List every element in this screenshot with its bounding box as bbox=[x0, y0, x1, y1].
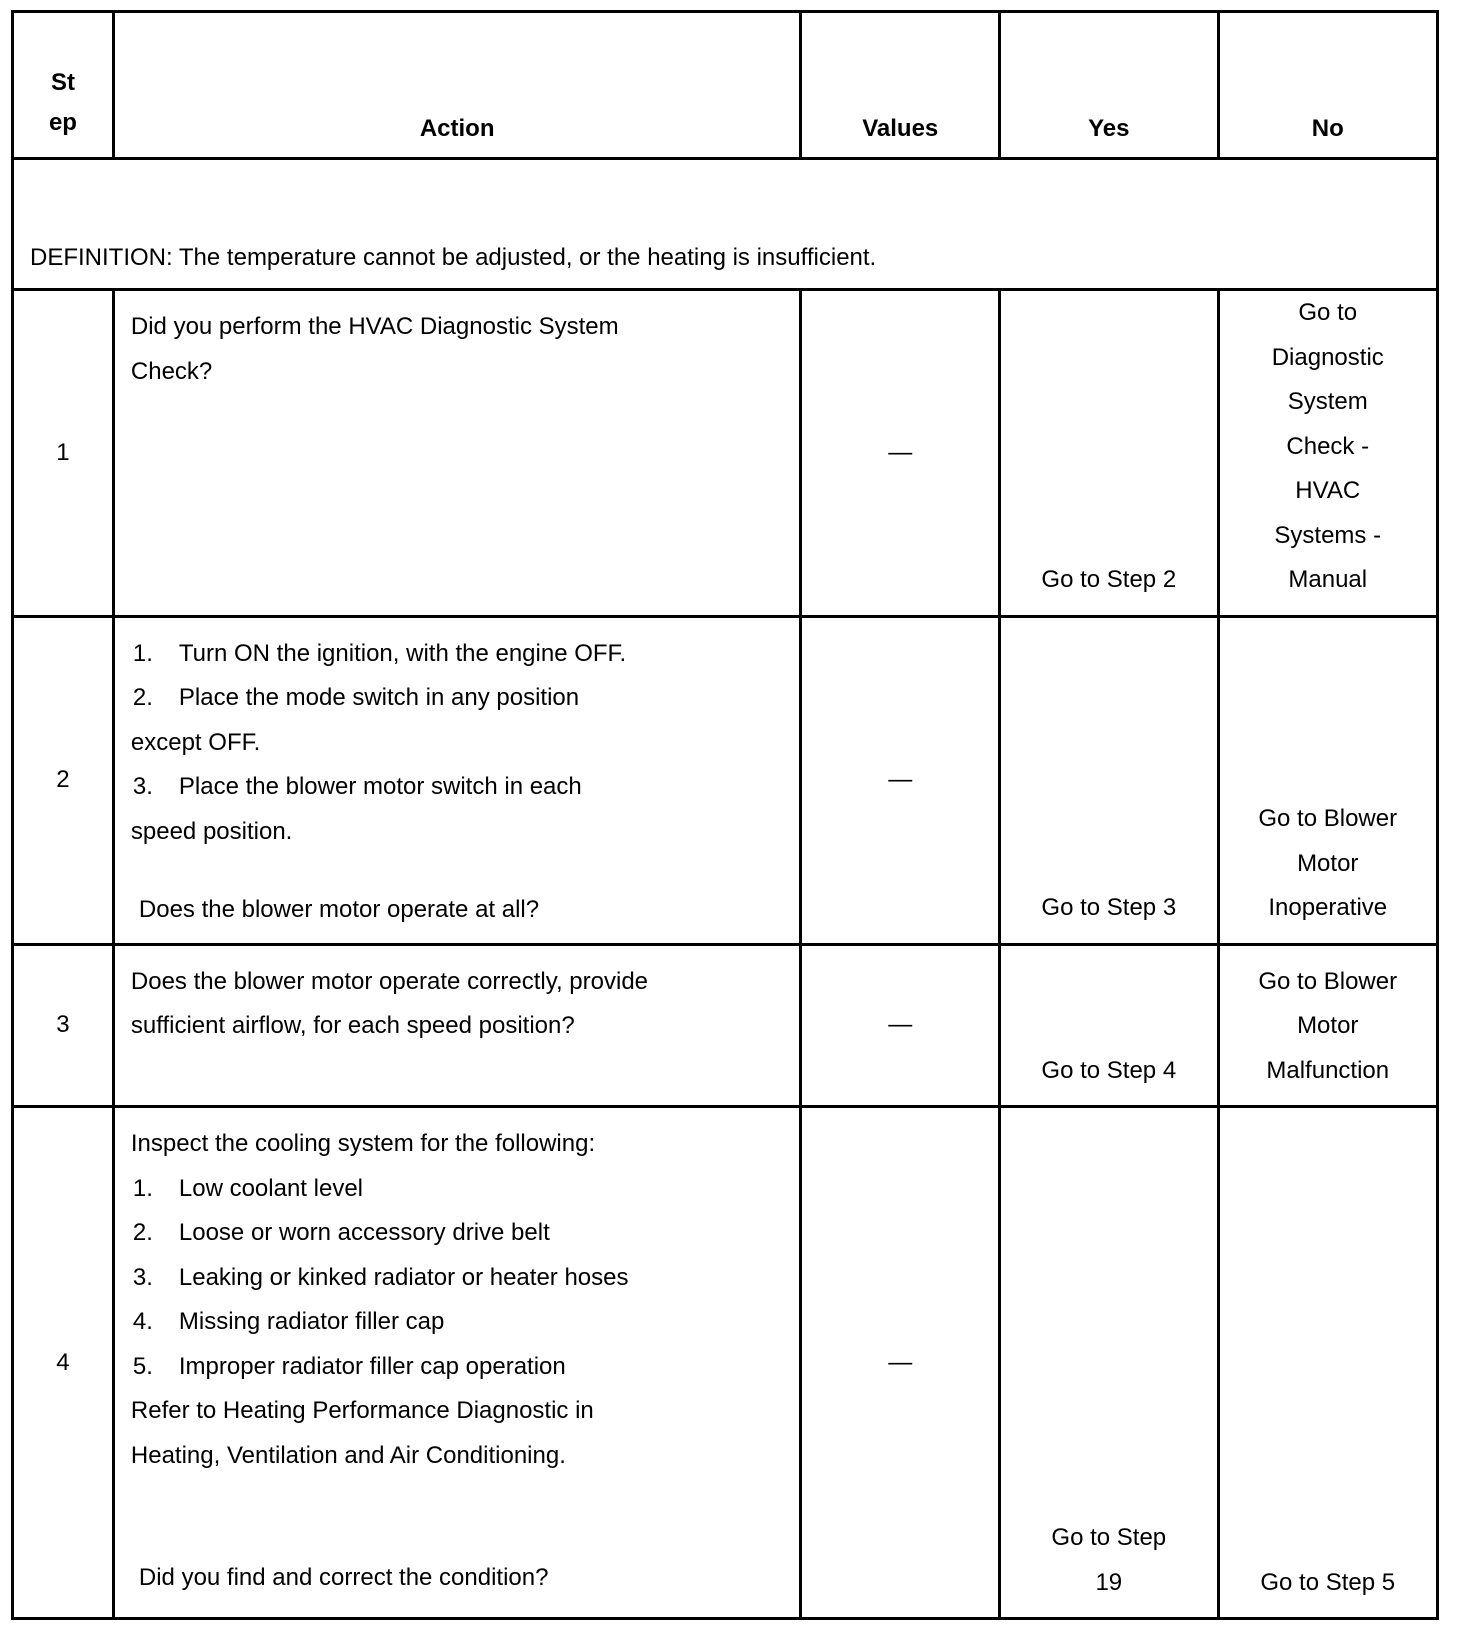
list-text: Missing radiator filler cap bbox=[178, 1308, 445, 1335]
diagnostic-table bbox=[11, 10, 1439, 1620]
action-cell bbox=[113, 290, 801, 617]
action-line: Does the blower motor operate correctly, provide bbox=[130, 967, 649, 995]
header-yes: Yes bbox=[1000, 12, 1218, 159]
header-step bbox=[13, 12, 114, 159]
question-text: Did you find and correct the condition? bbox=[138, 1564, 549, 1591]
list-number: 5. bbox=[132, 1352, 153, 1380]
no-line: Go to Blower bbox=[1258, 805, 1398, 832]
list-number: 1. bbox=[132, 1174, 153, 1202]
yes-line: 19 bbox=[1095, 1568, 1123, 1596]
values-cell: — bbox=[801, 290, 1000, 617]
list-text: Place the mode switch in any position bbox=[178, 684, 580, 711]
no-line: Motor bbox=[1297, 849, 1359, 877]
no-line: Systems - bbox=[1274, 521, 1382, 549]
no-cell bbox=[1218, 290, 1438, 617]
list-number: 3. bbox=[132, 773, 153, 800]
yes-cell: Go to Step 2 bbox=[1000, 290, 1218, 617]
list-text: Loose or worn accessory drive belt bbox=[178, 1219, 550, 1246]
list-text: Turn ON the ignition, with the engine OFF. bbox=[178, 639, 627, 667]
list-number: 3. bbox=[132, 1263, 153, 1291]
table-row bbox=[13, 290, 1438, 617]
values-cell: — bbox=[801, 1107, 1000, 1619]
list-item bbox=[131, 676, 790, 721]
action-cell bbox=[113, 1107, 801, 1619]
no-line: Inoperative bbox=[1268, 894, 1388, 921]
no-line: Diagnostic bbox=[1271, 343, 1384, 371]
step-number: 2 bbox=[13, 616, 114, 944]
list-text: Low coolant level bbox=[178, 1174, 364, 1202]
question-text: Does the blower motor operate at all? bbox=[138, 896, 540, 923]
action-line: sufficient airflow, for each speed position? bbox=[130, 1012, 575, 1039]
list-item bbox=[131, 1211, 790, 1256]
table-row bbox=[13, 944, 1438, 1107]
table-row bbox=[13, 1107, 1438, 1619]
step-number: 4 bbox=[13, 1107, 114, 1619]
no-line: Go to bbox=[1298, 299, 1358, 326]
no-line: Check - bbox=[1286, 432, 1370, 460]
no-line: Malfunction bbox=[1266, 1056, 1390, 1084]
step-number: 1 bbox=[13, 290, 114, 617]
list-text: Improper radiator filler cap operation bbox=[178, 1352, 566, 1380]
header-row bbox=[13, 12, 1438, 159]
no-line: Go to Blower bbox=[1258, 967, 1398, 995]
list-item bbox=[131, 765, 790, 810]
definition-row bbox=[13, 159, 1438, 290]
step-number: 3 bbox=[13, 944, 114, 1107]
list-item bbox=[131, 1256, 790, 1301]
list-item-continuation: speed position. bbox=[130, 817, 293, 845]
list-item bbox=[131, 1345, 790, 1390]
no-line: System bbox=[1287, 388, 1368, 415]
header-no: No bbox=[1218, 12, 1438, 159]
list-number: 2. bbox=[132, 1219, 153, 1246]
table-row bbox=[13, 616, 1438, 944]
no-cell bbox=[1218, 616, 1438, 944]
no-cell: Go to Step 5 bbox=[1218, 1107, 1438, 1619]
yes-line: Go to Step bbox=[1051, 1524, 1167, 1551]
list-number: 2. bbox=[132, 684, 153, 711]
action-line: Did you perform the HVAC Diagnostic System bbox=[130, 313, 619, 340]
refer-text: Refer to Heating Performance Diagnostic in bbox=[130, 1397, 594, 1424]
list-item-continuation: except OFF. bbox=[130, 728, 261, 756]
list-item bbox=[131, 1167, 790, 1212]
values-cell: — bbox=[801, 616, 1000, 944]
action-cell bbox=[113, 944, 801, 1107]
no-line: Motor bbox=[1297, 1012, 1359, 1039]
header-values: Values bbox=[801, 12, 1000, 159]
header-action: Action bbox=[113, 12, 801, 159]
list-text: Leaking or kinked radiator or heater hoses bbox=[178, 1263, 629, 1291]
action-cell bbox=[113, 616, 801, 944]
refer-text: Heating, Ventilation and Air Conditioning. bbox=[130, 1441, 566, 1469]
list-item bbox=[131, 632, 790, 677]
list-number: 4. bbox=[132, 1308, 153, 1335]
intro-text: Inspect the cooling system for the following: bbox=[130, 1130, 596, 1157]
yes-cell: Go to Step 4 bbox=[1000, 944, 1218, 1107]
no-line: Manual bbox=[1288, 566, 1368, 593]
yes-cell: Go to Step 3 bbox=[1000, 616, 1218, 944]
header-step-part1: St bbox=[50, 69, 75, 96]
header-step-part2: ep bbox=[48, 109, 77, 136]
definition-text: DEFINITION: The temperature cannot be adjusted, or the heating is insufficient. bbox=[13, 159, 1438, 290]
yes-cell bbox=[1000, 1107, 1218, 1619]
values-cell: — bbox=[801, 944, 1000, 1107]
no-line: HVAC bbox=[1295, 477, 1361, 504]
action-line: Check? bbox=[130, 357, 213, 385]
list-text: Place the blower motor switch in each bbox=[178, 773, 582, 800]
list-number: 1. bbox=[132, 639, 153, 667]
no-cell bbox=[1218, 944, 1438, 1107]
list-item bbox=[131, 1300, 790, 1345]
